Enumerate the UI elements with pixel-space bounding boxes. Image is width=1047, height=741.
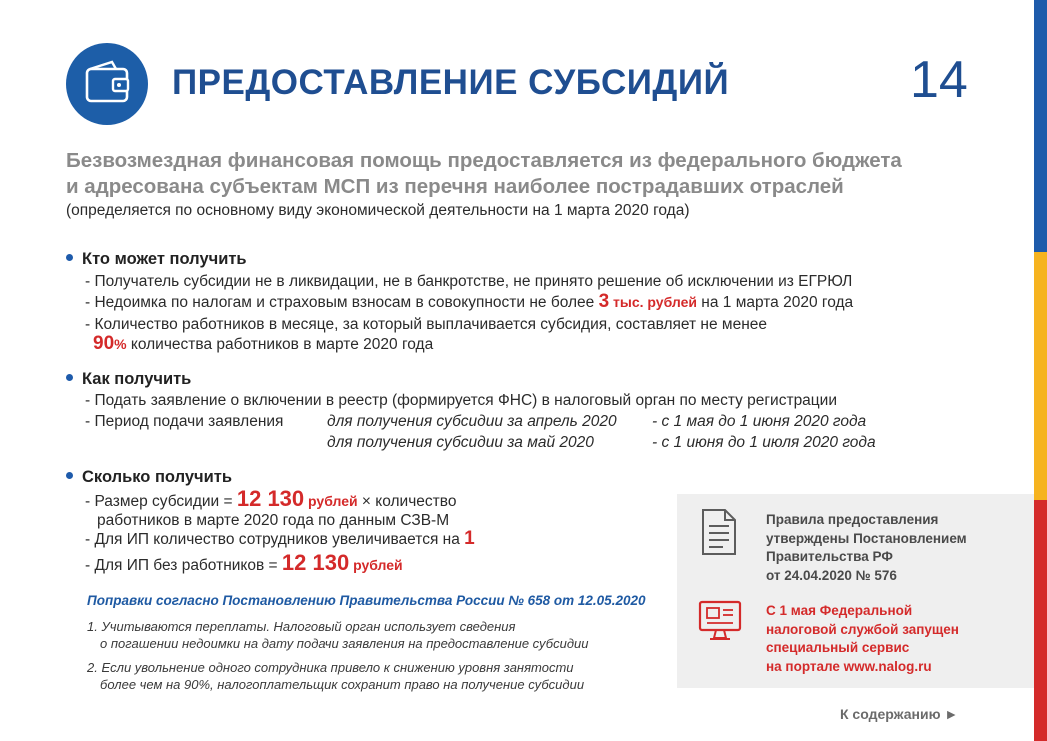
lead-note: (определяется по основному виду экономической деятельности на 1 марта 2020 года) [66, 202, 690, 219]
bullet-icon [66, 472, 73, 479]
lead-line-1: Безвозмездная финансовая помощь предоставляется из федерального бюджета [66, 149, 902, 172]
howmuch-item-1-cont: работников в марте 2020 года по данным СЗВ-М [97, 512, 450, 529]
lead-text [66, 148, 986, 200]
edge-stripe-red [1034, 500, 1047, 741]
howmuch-item-2: - Для ИП количество сотрудников увеличивается на 1 [85, 528, 475, 549]
who-item-2: - Недоимка по налогам и страховым взносам в совокупности не более 3 тыс. рублей на 1 марта 2020 года [85, 291, 854, 312]
page-number: 14 [910, 51, 968, 109]
computer-icon [697, 598, 743, 644]
period-2-what: для получения субсидии за май 2020 [327, 434, 594, 451]
bullet-icon [66, 254, 73, 261]
page-title: ПРЕДОСТАВЛЕНИЕ СУБСИДИЙ [172, 63, 730, 102]
edge-stripe-blue [1034, 0, 1047, 252]
period-1-what: для получения субсидии за апрель 2020 [327, 413, 617, 430]
howmuch-item-1: - Размер субсидии = 12 130 рублей × количество [85, 486, 457, 511]
how-item-1: - Подать заявление о включении в реестр (формируется ФНС) в налоговый орган по месту регистрации [85, 392, 837, 409]
who-item-1: - Получатель субсидии не в ликвидации, не в банкротстве, не принято решение об исключении из ЕГРЮЛ [85, 273, 853, 290]
bullet-icon [66, 374, 73, 381]
section-who-heading: Кто может получить [66, 250, 247, 269]
amendment-1: 1. Учитываются переплаты. Налоговый орган использует сведения о погашении недоимки на дату подачи заявления на предоставление субсидии [87, 619, 589, 651]
edge-stripe-yellow [1034, 252, 1047, 500]
who-item-3-cont: 90% количества работников в марте 2020 года [93, 333, 434, 354]
period-1-when: - с 1 мая до 1 июня 2020 года [652, 413, 867, 430]
section-how-heading: Как получить [66, 370, 191, 389]
toc-link[interactable]: К содержанию ► [840, 706, 959, 722]
rules-text: Правила предоставления утверждены Постановлением Правительства РФ от 24.04.2020 № 576 [766, 512, 967, 583]
howmuch-item-3: - Для ИП без работников = 12 130 рублей [85, 550, 403, 575]
period-2-when: - с 1 июня до 1 июля 2020 года [652, 434, 876, 451]
amendments-title: Поправки согласно Постановлению Правительства России № 658 от 12.05.2020 [87, 593, 646, 608]
section-howmuch-heading: Сколько получить [66, 468, 232, 487]
wallet-icon [66, 43, 148, 125]
lead-line-2: и адресована субъектам МСП из перечня наиболее пострадавших отраслей [66, 175, 844, 198]
how-item-2-label: - Период подачи заявления [85, 413, 284, 430]
who-item-3: - Количество работников в месяце, за который выплачивается субсидия, составляет не менее [85, 316, 767, 333]
service-text: С 1 мая Федеральной налоговой службой запущен специальный сервис на портале www.nalog.ru [766, 603, 959, 674]
amendment-2: 2. Если увольнение одного сотрудника привело к снижению уровня занятости более чем на 90%, налогоплательщик сохранит право на получение субсидии [87, 660, 585, 692]
document-icon [697, 506, 739, 558]
section-logo [66, 43, 148, 125]
